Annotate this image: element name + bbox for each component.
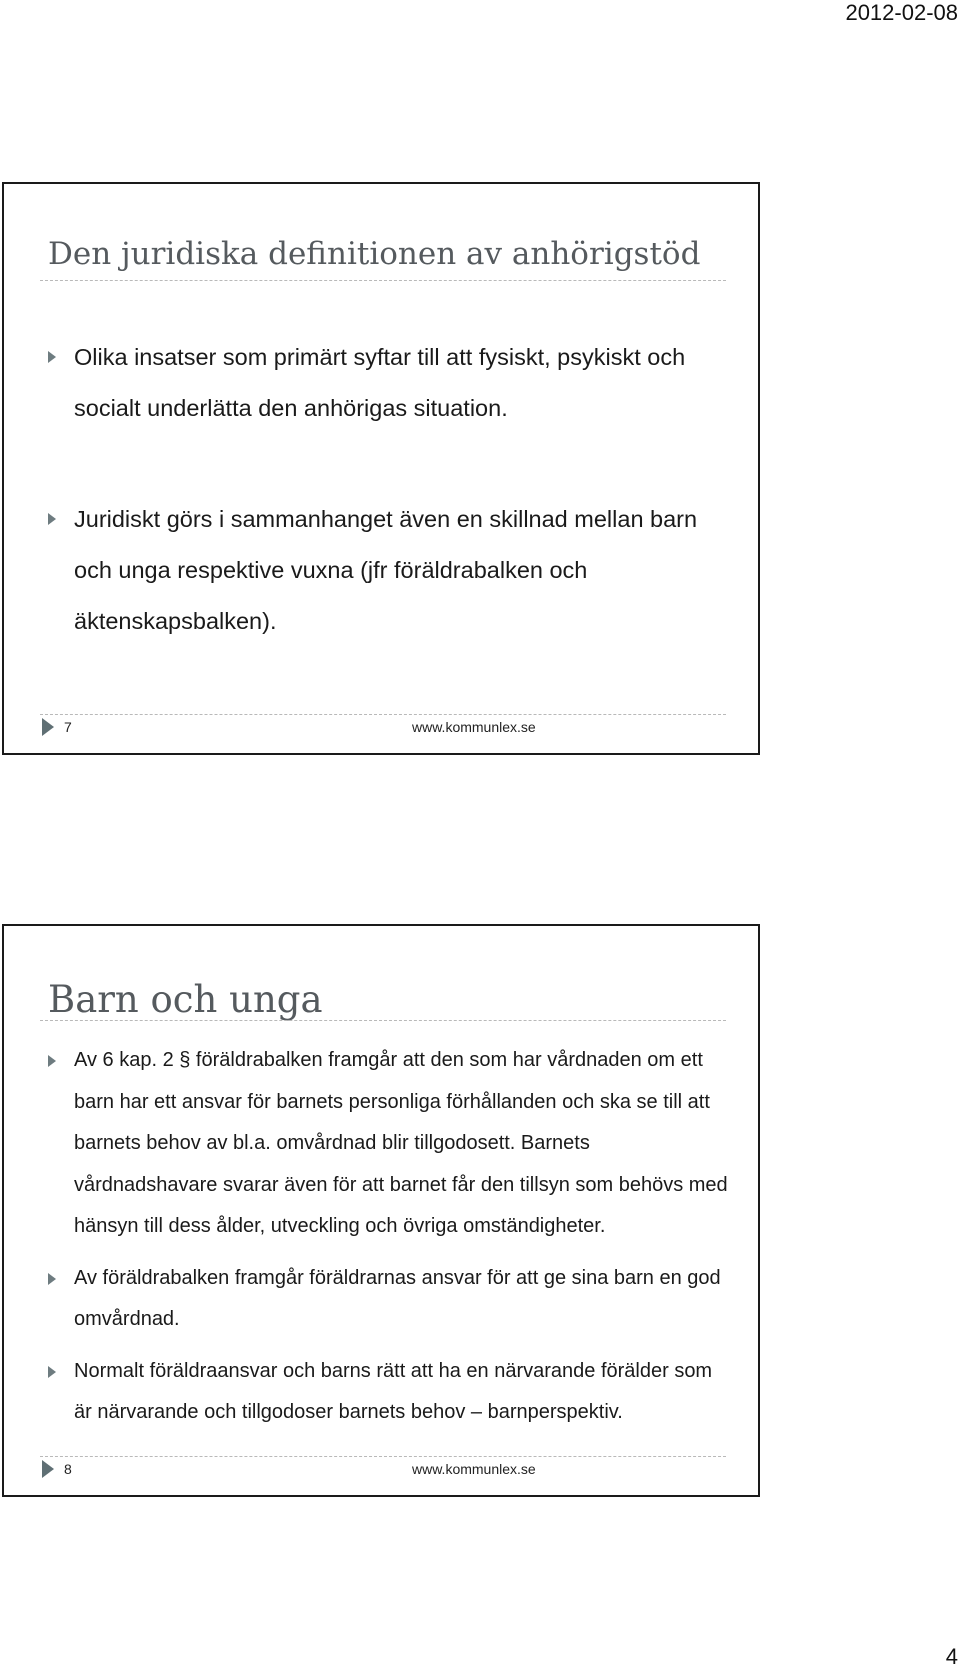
page-date: 2012-02-08	[845, 0, 958, 25]
bullet-arrow-icon	[48, 513, 56, 525]
footer-divider	[40, 1456, 726, 1457]
bullet-text: Av 6 kap. 2 § föräldrabalken framgår att den som har vårdnaden om ett barn har ett ansvar för barnets personliga förhållanden och ska se till att barnets behov av bl.a. omvårdnad blir tillgodosett. Barnets vårdnadshavare svarar även för att barnet får den tillsyn som behövs med hänsyn till dess ålder, utveckling och övriga omständigheter.	[74, 1049, 728, 1237]
bullet-item	[48, 1258, 734, 1341]
bullet-text: Av föräldrabalken framgår föräldrarnas ansvar för att ge sina barn en god omvårdnad.	[74, 1266, 721, 1330]
bullet-item	[48, 494, 734, 647]
slide-number: 8	[64, 1461, 72, 1477]
title-divider	[40, 280, 726, 281]
bullet-text: Juridiskt görs i sammanhanget även en skillnad mellan barn och unga respektive vuxna (jfr föräldrabalken och äktenskapsbalken).	[74, 506, 698, 634]
footer-arrow-icon	[42, 718, 54, 736]
bullet-item	[48, 1040, 734, 1248]
slide-7	[2, 182, 760, 755]
slide-8	[2, 924, 760, 1497]
footer-url: www.kommunlex.se	[412, 719, 536, 735]
bullet-text: Olika insatser som primärt syftar till att fysiskt, psykiskt och socialt underlätta den anhörigas situation.	[74, 344, 686, 421]
page-number: 4	[945, 1644, 958, 1669]
footer-divider	[40, 714, 726, 715]
bullet-item	[48, 1351, 734, 1434]
slide-title: Den juridiska definitionen av anhörigstöd	[48, 236, 701, 272]
bullet-arrow-icon	[48, 351, 56, 363]
bullet-arrow-icon	[48, 1273, 56, 1285]
bullet-arrow-icon	[48, 1366, 56, 1378]
title-divider	[40, 1020, 726, 1021]
slide-title: Barn och unga	[48, 978, 323, 1021]
bullet-list	[48, 1040, 734, 1434]
footer-url: www.kommunlex.se	[412, 1461, 536, 1477]
bullet-text: Normalt föräldraansvar och barns rätt att ha en närvarande förälder som är närvarande och tillgodoser barnets behov – barnperspektiv.	[74, 1359, 713, 1423]
bullet-list	[48, 332, 734, 647]
bullet-item	[48, 332, 734, 434]
bullet-arrow-icon	[48, 1055, 56, 1067]
slide-number: 7	[64, 719, 72, 735]
footer-arrow-icon	[42, 1460, 54, 1478]
